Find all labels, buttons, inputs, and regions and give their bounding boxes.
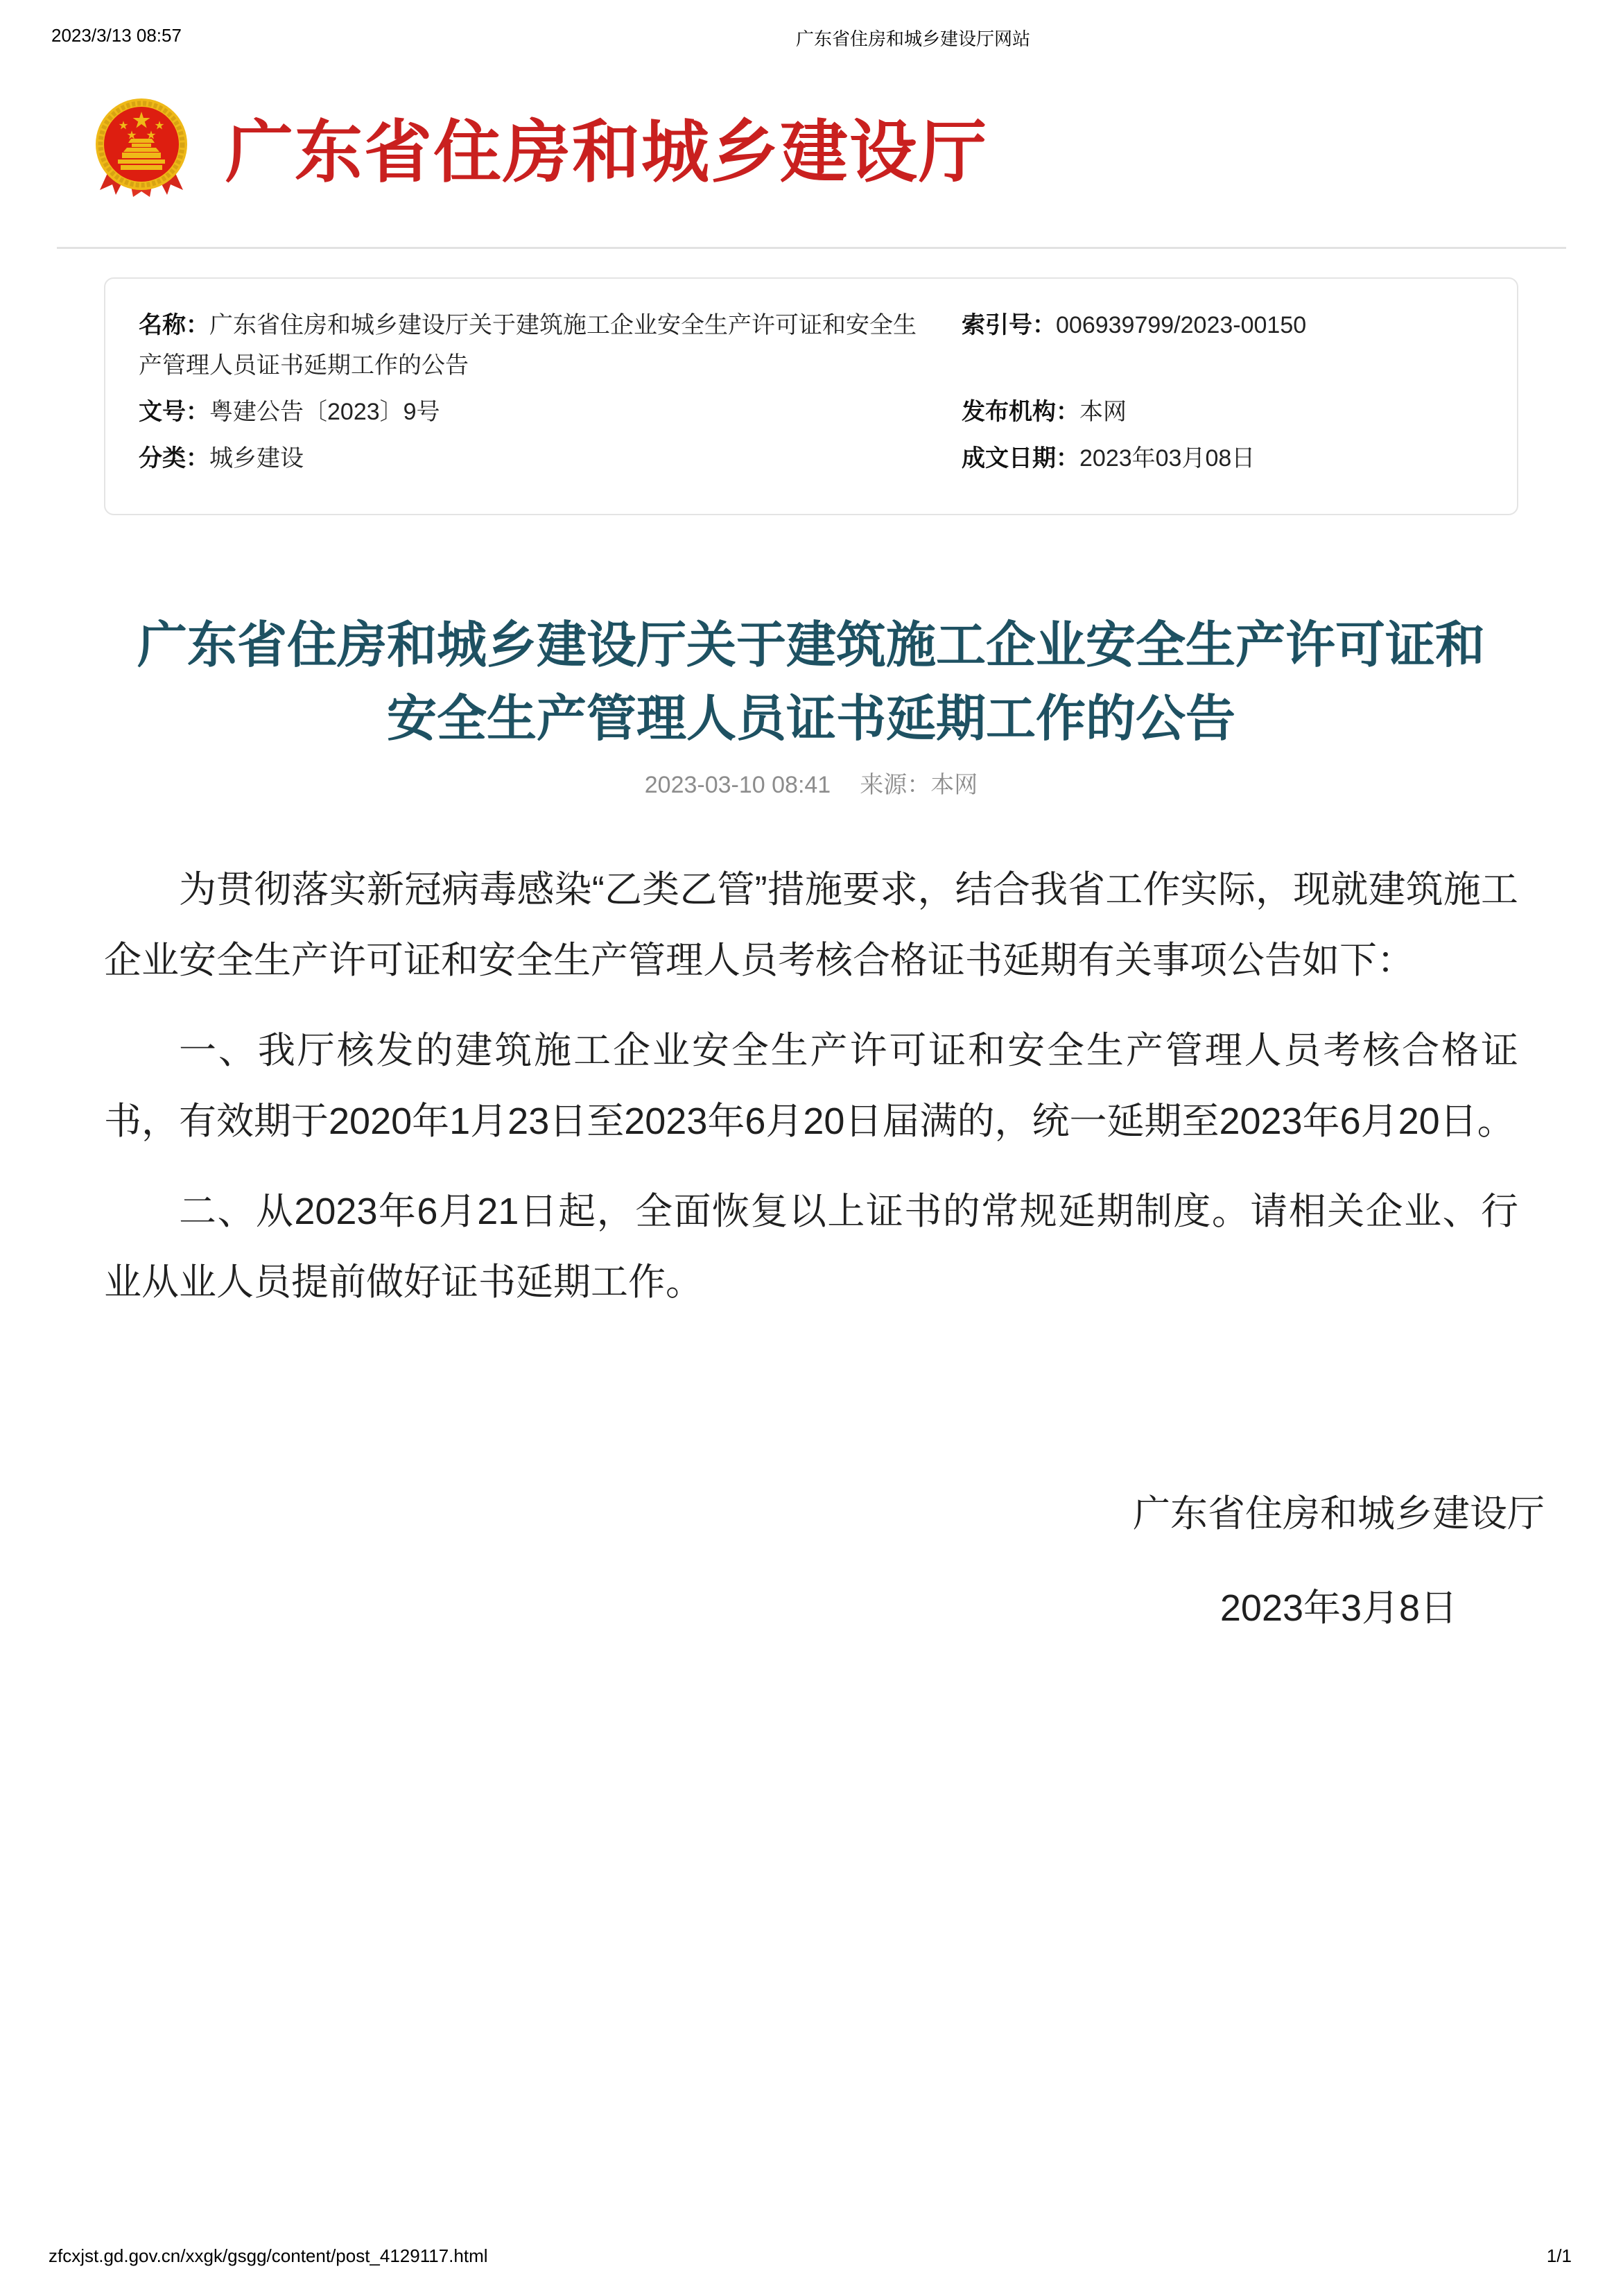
field-index-number xyxy=(962,305,1484,345)
article-body xyxy=(104,854,1518,1337)
field-publisher xyxy=(962,392,1484,432)
field-publisher-value: 本网 xyxy=(1079,399,1127,425)
field-index-number-value: 006939799/2023-00150 xyxy=(1056,312,1307,338)
article-meta-line xyxy=(104,766,1518,800)
document-info-card xyxy=(104,277,1518,515)
field-name-label: 名称： xyxy=(139,312,209,338)
article-title xyxy=(104,609,1518,756)
field-publisher-label: 发布机构： xyxy=(962,399,1079,425)
article-source: 来源：本网 xyxy=(860,772,978,798)
article-title-line-1: 广东省住房和城乡建设厅关于建筑施工企业安全生产许可证和 xyxy=(137,618,1485,674)
field-document-number-label: 文号： xyxy=(139,399,209,425)
signature-date: 2023年3月8日 xyxy=(1220,1587,1458,1629)
document-info-grid xyxy=(139,305,1484,485)
print-header xyxy=(0,25,1623,49)
field-issue-date-value: 2023年03月08日 xyxy=(1079,445,1256,472)
article-title-line-2: 安全生产管理人员证书延期工作的公告 xyxy=(386,691,1235,748)
field-index-number-label: 索引号： xyxy=(962,312,1056,338)
field-name-value: 广东省住房和城乡建设厅关于建筑施工企业安全生产许可证和安全生产管理人员证书延期工作的公告 xyxy=(139,312,917,379)
site-name: 广东省住房和城乡建设厅 xyxy=(225,113,989,190)
field-issue-date xyxy=(962,438,1484,478)
footer-url: zfcxjst.gd.gov.cn/xxgk/gsgg/content/post_4129117.html xyxy=(49,2245,488,2266)
field-document-number-value: 粤建公告〔2023〕9号 xyxy=(209,399,440,425)
signature-issuer: 广东省住房和城乡建设厅 xyxy=(1133,1493,1545,1535)
signature-block xyxy=(1133,1495,1545,1627)
print-document-title: 广东省住房和城乡建设厅网站 xyxy=(796,28,1031,49)
field-document-number xyxy=(139,392,962,432)
article-paragraph-1: 为贯彻落实新冠病毒感染“乙类乙管”措施要求，结合我省工作实际，现就建筑施工企业安全生产许可证和安全生产管理人员考核合格证书延期有关事项公告如下： xyxy=(104,869,1518,981)
page-indicator: 1/1 xyxy=(1546,2245,1572,2266)
field-issue-date-label: 成文日期： xyxy=(962,445,1079,472)
print-timestamp: 2023/3/13 08:57 xyxy=(51,25,182,46)
site-header xyxy=(92,96,988,203)
field-category xyxy=(139,438,962,478)
china-national-emblem-icon xyxy=(92,96,191,203)
print-footer xyxy=(0,2245,1623,2269)
field-name xyxy=(139,305,962,386)
publish-datetime: 2023-03-10 08:41 xyxy=(644,772,831,798)
article-paragraph-3: 二、从2023年6月21日起，全面恢复以上证书的常规延期制度。请相关企业、行业从业人员提前做好证书延期工作。 xyxy=(104,1191,1518,1303)
field-category-value: 城乡建设 xyxy=(209,445,304,472)
field-category-label: 分类： xyxy=(139,445,209,472)
article-paragraph-2: 一、我厅核发的建筑施工企业安全生产许可证和安全生产管理人员考核合格证书，有效期于2020年1月23日至2023年6月20日届满的，统一延期至2023年6月20日。 xyxy=(104,1030,1518,1142)
header-divider xyxy=(57,247,1566,249)
